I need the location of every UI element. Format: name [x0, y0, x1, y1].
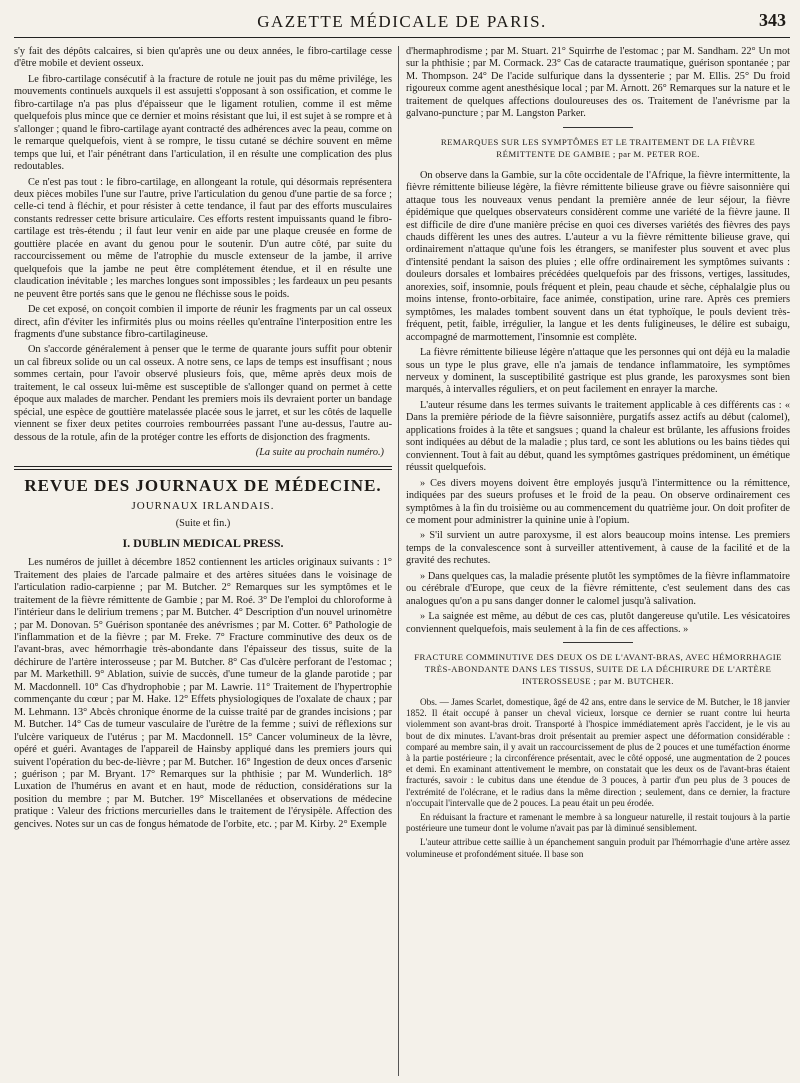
paragraph: » S'il survient un autre paroxysme, il est alors beaucoup moins intense. Les premiers temps de la convalescence sont à surveiller attentivement, à cause de la facilité et de la gravité des rechutes. — [406, 530, 790, 567]
section-subtitle: JOURNAUX IRLANDAIS. — [131, 499, 275, 512]
paragraph: Ce n'est pas tout : le fibro-cartilage, en allongeant la rotule, qui désormais représentera deux pièces mobiles l'une sur l'autre, prive l'articulation du genou d'une partie de sa force ; celle-ci tend à fléchir, et pour résister à cette tendance, il faut par des efforts musculaires constants redresser cette brisure articulaire. Ces efforts restent impuissants quand le fibro-cartilage est très-étendu ; il faut leur venir en aide par une plaque creusée en forme de gouttière placée en avant du genou pour le soutenir. D'un autre côté, par suite du raccourcissement ou même de l'atrophie du muscle extenseur de la jambe, il arrive quelquefois que la jambe ne peut être complétement étendue, et il en résulte une claudication inévitable ; les marches longues sont impossibles ; les fardeaux un peu pesants ne peuvent être portés sans que le genou ne fléchisse sous le poids. — [14, 176, 392, 300]
section-subtitle-note: (Suite et fin.) — [175, 518, 231, 530]
page-number: 343 — [759, 10, 786, 30]
paragraph: L'auteur résume dans les termes suivants le traitement applicable à ces différents cas : « Dans la première période de la fièvre saisonnière, purgatifs assez actifs au début (calomel), applications froides à la tête et sangsues ; quand la chaleur est brûlante, les affusions froides sont indiquées au début de la maladie ; plus tard, ce sont les ablutions ou les bains tièdes qui conviennent. Tout à fait au début, quand les symptômes gastriques prédominent, un émétique réussit quelquefois. — [406, 399, 790, 474]
paragraph: On s'accorde généralement à penser que le terme de quarante jours suffit pour obtenir un cal fibreux solide ou un cal osseux. A notre sens, ce laps de temps est insuffisant ; nous sommes certain, pour l'avoir observé plusieurs fois, que, même après deux mois de traitement, le cal osseux lui-même est susceptible de s'allonger quand on permet à cette époque aux malades de marcher. Pendant les premiers mois ils devraient porter un bandage spécial, une espèce de gouttière matelassée placée sous le jarret, et sur les côtés de laquelle viennent se fixer deux petites courroies rembourrées passant l'une au-dessus, l'autre au-dessous de la rotule, afin de la protéger contre les efforts de disjonction des fragments. — [14, 344, 392, 443]
newspaper-page — [14, 8, 790, 1078]
article-heading: FRACTURE COMMINUTIVE DES DEUX OS DE L'AVANT-BRAS, AVEC HÉMORRHAGIE TRÈS-ABONDANTE DANS LES TISSUS, SUITE DE LA DÉCHIRURE DE L'ARTÈRE INTEROSSEUSE ; par M. BUTCHER. — [414, 652, 782, 687]
journal-heading: I. DUBLIN MEDICAL PRESS. — [122, 535, 284, 550]
article-rule — [563, 642, 633, 643]
paragraph: On observe dans la Gambie, sur la côte occidentale de l'Afrique, la fièvre intermittente, la fièvre rémittente bilieuse légère, la fièvre rémittente bilieuse grave ou fièvre saisonnière qui attaque tous les nouveaux venus pendant la première année de leur séjour, la fièvre épidémique que quelques observateurs considèrent comme une variété de la fièvre jaune. Il est difficile de dire d'une manière précise en quoi ces diverses variétés des fièvres des pays chauds diffèrent les unes des autres. L'auteur a vu la fièvre rémittente bilieuse grave, qui ordinairement n'attaque qu'une fois les étrangers, se manifester plus souvent et avec plus d'intensité pendant la saison des pluies ; elle offre ordinairement les symptômes suivants : douleurs dorsales et lombaires précédées quelquefois par des frissons, vertiges, lassitudes, anorexies, soif, insomnie, pouls fréquent et plein, peau chaude et sèche, céphalalgie plus ou moins intense, fronto-orbitaire, face animée, constipation, urine rare. Après ces premiers symptômes, les malades tombent souvent dans un état typhoïque, le pouls devient très-fréquent, petit, faible, irrégulier, la langue et les dents fuligineuses, le délire est subaigu, accompagné de marmottement, l'insomnie est complète. — [406, 169, 790, 343]
journal-title: GAZETTE MÉDICALE DE PARIS. — [257, 12, 547, 31]
paragraph: » Ces divers moyens doivent être employés jusqu'à l'intermittence ou la rémittence, indiquées par des sueurs profuses et le froid de la peau. On observe ordinairement ces symptômes à la fin du troisième ou au commencement du quatrième jour. On doit profiter de ce moment pour administrer la quinine unie à l'opium. — [406, 477, 790, 526]
section-rule — [14, 466, 392, 470]
paragraph: » Dans quelques cas, la maladie présente plutôt les symptômes de la fièvre inflammatoire ou cérébrale d'Europe, que ceux de la fièvre rémittente, c'est seulement dans des cas analogues qu'on a pu sans danger donner le calomel jusqu'à salivation. — [406, 570, 790, 607]
left-column — [14, 46, 392, 834]
page-header — [14, 8, 790, 38]
paragraph: Obs. — James Scarlet, domestique, âgé de 42 ans, entre dans le service de M. Butcher, le 18 janvier 1852. Il était occupé à panser un cheval vicieux, lorsque ce dernier se ruant contre lui heurta violemment son avant-bras droit. Transporté à l'hospice immédiatement après l'accident, je le vis au bout de dix minutes. L'avant-bras droit présentait au premier aspect une déformation considérable : comparé au membre sain, il y avait un raccourcissement de plus de 2 pouces et une tuméfaction énorme à la partie postérieure ; la circonférence présentait, avec le côté opposé, une augmentation de 2 pouces et demi. En examinant attentivement le membre, on constatait que les deux os de l'avant-bras étaient fracturés, savoir : le cubitus dans une étendue de 3 pouces, à partir d'un peu plus de 3 pouces de l'extrémité de l'olécrane, et le radius dans la même direction ; seulement, dans ce dernier, la fracture n'occupait l'intervalle que de 2 pouces. La peau était un peu érodée. — [406, 697, 790, 808]
article-heading: REMARQUES SUR LES SYMPTÔMES ET LE TRAITEMENT DE LA FIÈVRE RÉMITTENTE DE GAMBIE ; par M. PETER ROE. — [440, 136, 756, 159]
paragraph: De cet exposé, on conçoit combien il importe de réunir les fragments par un cal osseux direct, afin d'éviter les infirmités plus ou moins réelles qu'entraîne l'interposition entre les fragments d'une substance fibro-cartilagineuse. — [14, 304, 392, 340]
paragraph: L'auteur attribue cette saillie à un épanchement sanguin produit par l'hémorrhagie d'une artère assez volumineuse et profondément située. Il base son — [406, 837, 790, 859]
paragraph: La fièvre rémittente bilieuse légère n'attaque que les personnes qui ont déjà eu la maladie sous un type le plus grave, elle n'a jamais de tendance inflammatoire, les symptômes nerveux y dominent, la susceptibilité gastrique est plus grande, les paroxysmes sont bien marqués, à intervalles réguliers, et on peut facilement en enrayer la marche. — [406, 347, 790, 396]
continuation-note: (La suite au prochain numéro.) — [255, 447, 384, 459]
paragraph: d'hermaphrodisme ; par M. Stuart. 21° Squirrhe de l'estomac ; par M. Sandham. 22° Un mot sur la phthisie ; par M. Cormack. 23° Cas de cataracte traumatique, guérison spontanée ; par M. Thompson. 24° De l'acide sulfurique dans la dyssenterie ; par M. Ellis. 25° Du froid rigoureux comme agent anesthésique local ; par M. Arnott. 26° Remarques sur la nature et le traitement de quelques affections douloureuses des os. Traitement de l'anévrisme par la galvano-puncture ; par M. Langston Parker. — [406, 46, 790, 120]
paragraph: Le fibro-cartilage consécutif à la fracture de rotule ne jouit pas du même privilége, les mouvements continuels auxquels il est assujetti s'opposant à son ossification, et comme le fibro-cartilage n'a pas plus d'épaisseur que le ligament rotulien, comme il est même quelquefois plus mince que ce dernier et moins résistant que lui, il est sujet à se rompre et à s'allonger ; quand le fibro-cartilage ayant contracté des adhérences avec la peau, comme on le remarque quelquefois, vient à se rompre, le tissu cutané se déchire souvent en même temps que lui, et l'air pénétrant dans l'articulation, il en résulte une complication des plus redoutables. — [14, 73, 392, 173]
paragraph: s'y fait des dépôts calcaires, si bien qu'après une ou deux années, le fibro-cartilage cesse d'être mobile et devient osseux. — [14, 46, 392, 70]
paragraph: Les numéros de juillet à décembre 1852 contiennent les articles originaux suivants : 1° Traitement des plaies de l'arcade palmaire et des artères situées dans le voisinage de l'articulation radio-carpienne ; par M. Butcher. 2° Remarques sur les symptômes et le traitement de la fièvre rémittente de Gambie ; par M. Roé. 3° De l'emploi du chloroforme à l'intérieur dans le delirium tremens ; par M. Butcher. 4° Description d'un nouvel urinomètre ; par M. Donovan. 5° Guérison spontanée des anévrismes ; par M. Cotter. 6° Pathologie de l'inflammation et de la fièvre ; par M. Freke. 7° Fracture comminutive des deux os de l'avant-bras, avec hémorrhagie très-abondante dans l'épaisseur des tissus, suite de la déchirure de l'artère interosseuse ; par M. Butcher. 8° Cas d'ulcère perforant de l'estomac ; par M. Markethill. 9° Ablation, suivie de succès, d'une tumeur de la glande parotide ; par M. Macdonnell. 10° Cas d'hydrophobie ; par M. Lawrie. 11° Traitement de l'hypertrophie commençante du cœur ; par M. Hake. 12° Effets physiologiques de l'oxalate de chaux ; par M. Lehmann. 13° Abcès chronique énorme de la cuisse traité par de grandes incisions ; par M. Butcher. 14° Cas de tumeur vasculaire de l'urètre de la femme ; suivi de réflexions sur l'ulcère variqueux de l'utérus ; par M. Macdonnell. 15° Cancer volumineux de la lèvre, opéré et guéri. Avantages de l'appareil de Hainsby appliqué dans les premiers jours qui suivent l'opération du bec-de-lièvre ; par M. Butcher. 16° Ingestion de deux onces d'arsenic ; guérison ; par M. Bryant. 17° Remarques sur la phthisie ; par M. Wunderlich. 18° Luxation de l'humérus en avant et en haut, mode de réduction, considérations sur la position du membre ; par M. Butcher. 19° Miscellanées et observations de médecine pratique : Valeur des frictions mercurielles dans le traitement de l'érysipèle. Affection des gencives. Notes sur un cas de fongus hématode de l'orbite, etc. ; par M. Kirby. 2° Exemple — [14, 557, 392, 830]
paragraph: En réduisant la fracture et ramenant le membre à sa longueur naturelle, il restait toujours à la partie postérieure une tumeur dont le volume n'avait pas par là diminué sensiblement. — [406, 812, 790, 834]
column-divider — [398, 46, 399, 1076]
section-title: REVUE DES JOURNAUX DE MÉDECINE. — [24, 475, 382, 495]
right-column — [406, 46, 790, 863]
article-rule — [563, 127, 633, 128]
paragraph: » La saignée est même, au début de ces cas, plutôt dangereuse qu'utile. Les vésicatoires conviennent quelquefois, mais seulement à la fin de ces affections. » — [406, 611, 790, 635]
